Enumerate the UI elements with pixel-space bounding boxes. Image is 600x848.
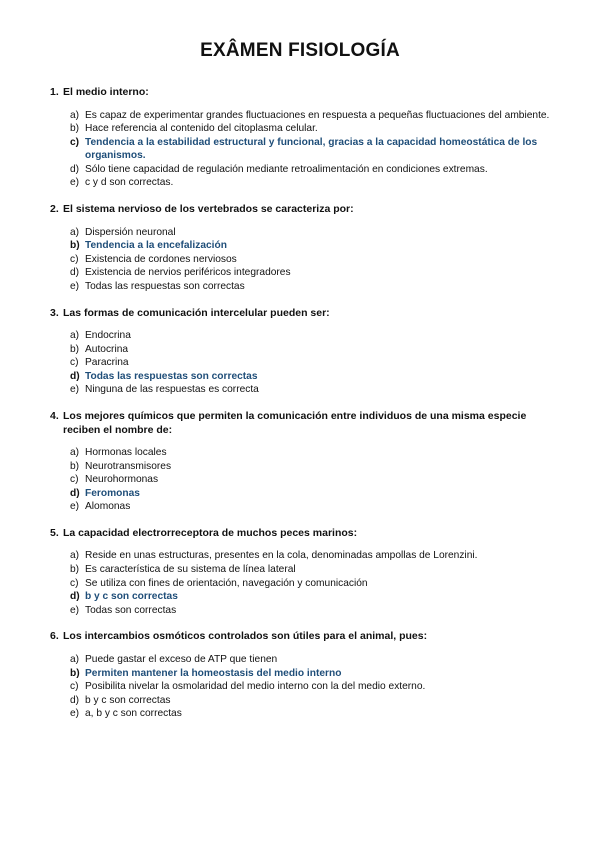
option-text: Es característica de su sistema de línea lateral [85,564,296,576]
option-letter: e) [70,501,80,513]
answer-option [70,549,560,563]
answer-option-correct [70,590,560,604]
option-text: Paracrina [85,357,129,369]
answer-option [70,460,560,474]
answer-option [70,563,560,577]
question-text: Las formas de comunicación intercelular pueden ser: [63,306,330,319]
question-4 [50,410,560,514]
answer-option [70,500,560,514]
option-letter: e) [70,177,80,189]
question-5 [50,527,560,617]
option-letter: c) [70,474,79,486]
question-text: El sistema nervioso de los vertebrados se caracteriza por: [63,203,354,216]
answer-option [70,343,560,357]
option-text: Feromonas [85,487,140,499]
option-text: Dispersión neuronal [85,226,176,238]
question-text: Los intercambios osmóticos controlados son útiles para el animal, pues: [63,630,428,643]
option-text: Hormonas locales [85,447,167,458]
question-number: 2. [50,203,59,216]
question-heading [50,86,560,100]
answer-option [70,329,560,343]
option-letter: a) [70,226,80,238]
answer-option-correct [70,667,560,681]
option-text: Puede gastar el exceso de ATP que tienen [85,653,278,665]
option-letter: d) [70,694,80,706]
option-text: Reside en unas estructuras, presentes en la cola, denominadas ampollas de Lorenzini. [85,550,478,562]
option-text: Existencia de nervios periféricos integradores [85,267,291,279]
option-letter: a) [70,109,80,121]
option-letter: e) [70,708,80,720]
answer-option [70,356,560,370]
option-text: a, b y c son correctas [85,708,182,720]
option-letter: d) [70,487,80,499]
option-text: Endocrina [85,330,131,342]
question-3 [50,307,560,397]
option-letter: a) [70,447,80,458]
option-letter: e) [70,384,80,396]
question-number: 4. [50,410,59,422]
answer-options [50,549,560,617]
option-text: Todas las respuestas son correctas [85,370,258,382]
question-list [50,86,560,734]
option-letter: a) [70,653,80,665]
answer-option [70,122,560,136]
option-letter: e) [70,604,80,616]
answer-option [70,707,560,721]
question-text: La capacidad electrorreceptora de muchos peces marinos: [63,526,358,539]
option-text: Existencia de cordones nerviosos [85,253,237,265]
option-text: Es capaz de experimentar grandes fluctuaciones en respuesta a pequeñas fluctuaciones del ambiente. [85,109,550,121]
answer-option [70,226,560,240]
answer-options [50,329,560,397]
answer-option-correct [70,239,560,253]
option-text: Neurotransmisores [85,460,172,472]
option-letter: b) [70,460,80,472]
answer-options [50,446,560,514]
option-text: b y c son correctas [85,694,171,706]
option-letter: d) [70,163,80,175]
option-text: Autocrina [85,343,129,355]
question-text: El medio interno: [63,86,149,98]
option-letter: d) [70,591,80,603]
option-text: Se utiliza con fines de orientación, navegación y comunicación [85,577,368,589]
answer-option [70,163,560,177]
answer-option-correct [70,487,560,501]
question-6 [50,630,560,720]
option-text: Permiten mantener la homeostasis del medio interno [85,667,342,679]
question-number: 1. [50,86,59,98]
option-text: c y d son correctas. [85,177,174,189]
question-1 [50,86,560,190]
answer-option [70,280,560,294]
question-number: 5. [50,526,59,539]
question-number: 3. [50,306,59,319]
answer-option [70,694,560,708]
option-letter: c) [70,681,79,693]
option-text: Ninguna de las respuestas es correcta [85,384,259,396]
option-letter: d) [70,267,80,279]
question-2 [50,203,560,293]
option-text: Posibilita nivelar la osmolaridad del medio interno con la del medio externo. [85,681,426,693]
question-heading [50,307,560,321]
answer-option [70,266,560,280]
option-letter: c) [70,253,79,265]
answer-options [50,653,560,721]
option-letter: b) [70,343,80,355]
question-heading [50,630,560,644]
answer-option [70,680,560,694]
question-heading [50,203,560,217]
question-number: 6. [50,630,59,643]
option-letter: c) [70,136,80,148]
answer-option [70,176,560,190]
answer-options [50,226,560,294]
option-letter: d) [70,370,80,382]
answer-option [70,109,560,123]
option-letter: c) [70,357,79,369]
answer-option-correct [70,370,560,384]
answer-option [70,253,560,267]
question-heading [50,527,560,541]
answer-option [70,577,560,591]
option-text: Hace referencia al contenido del citoplasma celular. [85,123,318,135]
option-letter: b) [70,667,80,679]
option-text: Todas son correctas [85,604,177,616]
option-text: Neurohormonas [85,474,159,486]
option-text: Alomonas [85,501,131,513]
option-text: b y c son correctas [85,591,178,603]
page-title: EXÂMEN FISIOLOGÍA [200,40,400,61]
question-text: Los mejores químicos que permiten la comunicación entre individuos de una misma especie reciben el nombre de: [63,410,527,436]
answer-option [70,446,560,460]
question-heading [50,410,560,437]
option-letter: a) [70,330,80,342]
option-letter: e) [70,280,80,292]
answer-option [70,604,560,618]
option-text: Tendencia a la estabilidad estructural y funcional, gracias a la capacidad homeostática de los organismos. [85,136,538,162]
answer-option [70,473,560,487]
option-text: Tendencia a la encefalización [85,240,227,252]
option-letter: b) [70,240,80,252]
option-text: Todas las respuestas son correctas [85,280,245,292]
answer-option [70,383,560,397]
option-letter: c) [70,577,79,589]
option-text: Sólo tiene capacidad de regulación mediante retroalimentación en condiciones extremas. [85,163,488,175]
answer-option-correct [70,136,560,163]
option-letter: b) [70,564,80,576]
option-letter: a) [70,550,80,562]
option-letter: b) [70,123,80,135]
answer-option [70,653,560,667]
answer-options [50,109,560,191]
